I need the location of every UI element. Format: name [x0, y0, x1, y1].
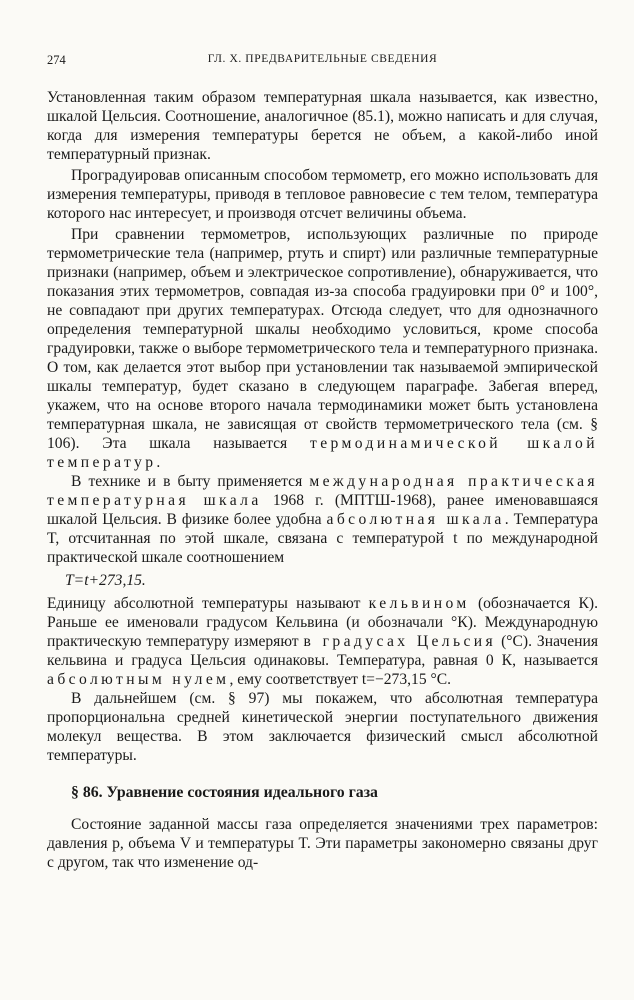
- paragraph-3: [47, 225, 598, 472]
- term-kelvin: кельвином: [368, 595, 470, 612]
- paragraph-6: В дальнейшем (см. § 97) мы покажем, что абсолютная температура пропорциональна средней кинетической энергии поступательного движения молекул вещества. В этом заключается физический смысл абсолютной температуры.: [47, 690, 598, 764]
- page-number: 274: [47, 53, 66, 67]
- page-header: [47, 53, 598, 71]
- page-body: [47, 88, 598, 872]
- paragraph-4-text-c: 1968 г. (МПТШ-1968), ранее именовавшаяся шкалой Цельсия. В физике более удобна: [47, 492, 598, 528]
- term-thermodynamic-scale: термодинамической шкалой температур: [47, 435, 598, 471]
- formula-absolute-temperature: T=t+273,15.: [65, 572, 146, 589]
- paragraph-7: Состояние заданной массы газа определяется значениями трех параметров: давления p, объема V и температуры T. Эти параметры закономерно связаны друг с другом, так что изменение од-: [47, 816, 598, 871]
- paragraph-3-end: .: [156, 454, 161, 471]
- running-title: ГЛ. X. ПРЕДВАРИТЕЛЬНЫЕ СВЕДЕНИЯ: [207, 53, 438, 65]
- paragraph-5-text-e: (°С). Значения кельвина и градуса Цельсия одинаковы. Температура, равная 0 К, называется: [47, 633, 598, 669]
- paragraph-5-text-c: (обозначается К). Раньше ее именовали градусом Кельвина (и обозначали °К). Международную практическую температуру измеряют: [47, 595, 598, 650]
- term-celsius-degrees: в градусах Цельсия: [303, 633, 497, 650]
- section-heading: § 86. Уравнение состояния идеального газа: [71, 784, 378, 801]
- paragraph-4: [47, 472, 598, 567]
- term-international-scale: международная практическая температурная шкала: [47, 473, 598, 509]
- paragraph-3-text: При сравнении термометров, использующих различные по природе термометрические тела (например, ртуть и спирт) или различные температурные признаки (например, объем и электрическое сопротивление), обнаруживается, что показания этих термометров, совпадая из-за способа градуировки при 0° и 100°, не совпадают при других температурах. Отсюда следует, что для однозначного определения температурной шкалы необходимо условиться, кроме способа градуировки, также о выборе термометрического тела и температурного признака. О том, как делается этот выбор при установлении так называемой эмпирической шкалы температур, будет сказано в следующем параграфе. Забегая вперед, укажем, что на основе второго начала термодинамики может быть установлена температурная шкала, не зависящая от свойств термометрического тела (см. § 106). Эта шкала называется: [47, 226, 598, 452]
- term-absolute-scale: абсолютная шкала: [326, 511, 505, 528]
- paragraph-5: [47, 594, 598, 689]
- paragraph-4-text-e: . Температура T, отсчитанная по этой шкале, связана с температурой t по международной практической шкале соотношением: [47, 511, 598, 566]
- paragraph-5-text-a: Единицу абсолютной температуры называют: [47, 595, 369, 612]
- paragraph-5-text-g: , ему соответствует t=−273,15 °С.: [229, 671, 452, 688]
- paragraph-1: Установленная таким образом температурная шкала называется, как известно, шкалой Цельсия. Соотношение, аналогичное (85.1), можно написать и для случая, когда для измерения температуры берется не объем, а какой-либо иной температурный признак.: [47, 89, 598, 163]
- paragraph-2: Проградуировав описанным способом термометр, его можно использовать для измерения температуры, приводя в тепловое равновесие с тем телом, температура которого нас интересует, и производя отсчет величины объема.: [47, 167, 598, 222]
- paragraph-4-text-a: В технике и в быту применяется: [71, 473, 310, 490]
- term-absolute-zero: абсолютным нулем: [47, 671, 230, 688]
